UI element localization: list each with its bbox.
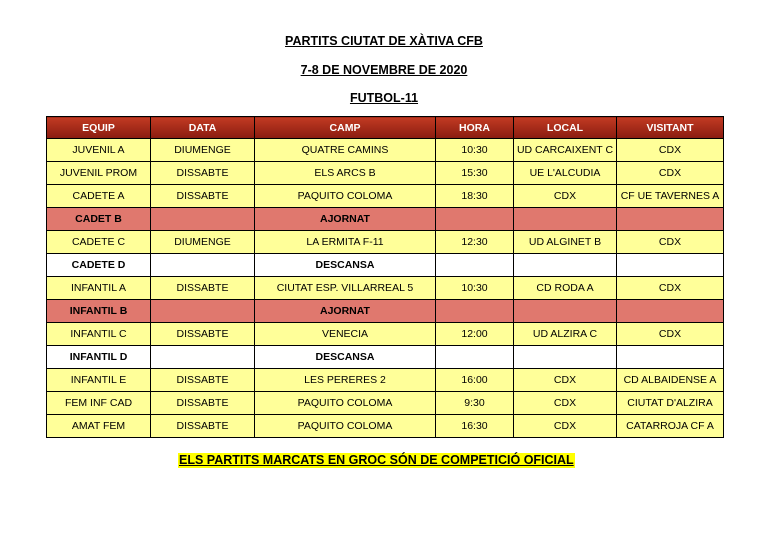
table-row [47, 277, 724, 300]
cell-data [151, 300, 255, 323]
table-header-row [47, 117, 724, 139]
cell-hora: 12:00 [436, 323, 514, 346]
cell-equip: AMAT FEM [47, 415, 151, 438]
cell-visitant [617, 208, 724, 231]
cell-visitant [617, 254, 724, 277]
cell-visitant: CATARROJA CF A [617, 415, 724, 438]
cell-camp: PAQUITO COLOMA [255, 415, 436, 438]
cell-hora: 16:00 [436, 369, 514, 392]
cell-local: UE L'ALCUDIA [514, 162, 617, 185]
cell-equip: CADETE D [47, 254, 151, 277]
cell-camp: DESCANSA [255, 346, 436, 369]
cell-hora: 10:30 [436, 139, 514, 162]
column-header-hora: HORA [436, 117, 514, 139]
official-competition-note: ELS PARTITS MARCATS EN GROC SÓN DE COMPETICIÓ OFICIAL [179, 453, 574, 467]
cell-local: CDX [514, 392, 617, 415]
cell-camp: QUATRE CAMINS [255, 139, 436, 162]
cell-visitant: CF UE TAVERNES A [617, 185, 724, 208]
cell-camp: LES PERERES 2 [255, 369, 436, 392]
cell-equip: CADETE A [47, 185, 151, 208]
matches-table [46, 116, 724, 438]
cell-equip: INFANTIL A [47, 277, 151, 300]
cell-local [514, 208, 617, 231]
table-row [47, 323, 724, 346]
cell-data: DIUMENGE [151, 139, 255, 162]
cell-visitant: CIUTAT D'ALZIRA [617, 392, 724, 415]
document-title: PARTITS CIUTAT DE XÀTIVA CFB [285, 34, 483, 48]
table-row [47, 162, 724, 185]
cell-hora [436, 300, 514, 323]
cell-hora: 10:30 [436, 277, 514, 300]
table-row [47, 139, 724, 162]
cell-data [151, 208, 255, 231]
table-row [47, 300, 724, 323]
cell-hora [436, 208, 514, 231]
cell-equip: FEM INF CAD [47, 392, 151, 415]
table-row [47, 392, 724, 415]
cell-hora: 9:30 [436, 392, 514, 415]
cell-camp: DESCANSA [255, 254, 436, 277]
cell-equip: JUVENIL A [47, 139, 151, 162]
cell-hora: 18:30 [436, 185, 514, 208]
cell-equip: CADET B [47, 208, 151, 231]
cell-data: DISSABTE [151, 392, 255, 415]
column-header-equip: EQUIP [47, 117, 151, 139]
cell-local [514, 254, 617, 277]
cell-hora [436, 346, 514, 369]
cell-hora: 15:30 [436, 162, 514, 185]
cell-equip: CADETE C [47, 231, 151, 254]
cell-local: CDX [514, 415, 617, 438]
cell-hora: 16:30 [436, 415, 514, 438]
cell-visitant: CDX [617, 277, 724, 300]
table-row [47, 369, 724, 392]
cell-data [151, 254, 255, 277]
table-row [47, 208, 724, 231]
cell-equip: INFANTIL E [47, 369, 151, 392]
cell-camp: AJORNAT [255, 300, 436, 323]
cell-local: UD CARCAIXENT C [514, 139, 617, 162]
cell-visitant: CDX [617, 323, 724, 346]
document-category: FUTBOL-11 [349, 91, 419, 105]
cell-visitant: CDX [617, 231, 724, 254]
cell-visitant: CDX [617, 162, 724, 185]
table-row [47, 346, 724, 369]
column-header-visitant: VISITANT [617, 117, 724, 139]
column-header-local: LOCAL [514, 117, 617, 139]
cell-visitant [617, 300, 724, 323]
cell-local: UD ALZIRA C [514, 323, 617, 346]
cell-equip: INFANTIL C [47, 323, 151, 346]
cell-local [514, 300, 617, 323]
cell-local: CDX [514, 369, 617, 392]
cell-camp: CIUTAT ESP. VILLARREAL 5 [255, 277, 436, 300]
cell-data: DISSABTE [151, 162, 255, 185]
cell-equip: INFANTIL B [47, 300, 151, 323]
document-dates: 7-8 DE NOVEMBRE DE 2020 [300, 63, 468, 77]
cell-visitant: CDX [617, 139, 724, 162]
cell-data: DISSABTE [151, 277, 255, 300]
cell-camp: PAQUITO COLOMA [255, 185, 436, 208]
cell-visitant: CD ALBAIDENSE A [617, 369, 724, 392]
cell-camp: LA ERMITA F-11 [255, 231, 436, 254]
cell-camp: VENECIA [255, 323, 436, 346]
cell-equip: INFANTIL D [47, 346, 151, 369]
table-row [47, 231, 724, 254]
column-header-camp: CAMP [255, 117, 436, 139]
cell-equip: JUVENIL PROM [47, 162, 151, 185]
table-row [47, 254, 724, 277]
table-row [47, 415, 724, 438]
table-row [47, 185, 724, 208]
cell-camp: PAQUITO COLOMA [255, 392, 436, 415]
cell-data: DISSABTE [151, 369, 255, 392]
cell-visitant [617, 346, 724, 369]
cell-hora: 12:30 [436, 231, 514, 254]
cell-camp: ELS ARCS B [255, 162, 436, 185]
cell-local: CD RODA A [514, 277, 617, 300]
cell-data: DISSABTE [151, 323, 255, 346]
cell-data: DISSABTE [151, 415, 255, 438]
cell-local: UD ALGINET B [514, 231, 617, 254]
cell-data: DISSABTE [151, 185, 255, 208]
cell-local: CDX [514, 185, 617, 208]
cell-data [151, 346, 255, 369]
cell-camp: AJORNAT [255, 208, 436, 231]
column-header-data: DATA [151, 117, 255, 139]
cell-hora [436, 254, 514, 277]
cell-data: DIUMENGE [151, 231, 255, 254]
cell-local [514, 346, 617, 369]
